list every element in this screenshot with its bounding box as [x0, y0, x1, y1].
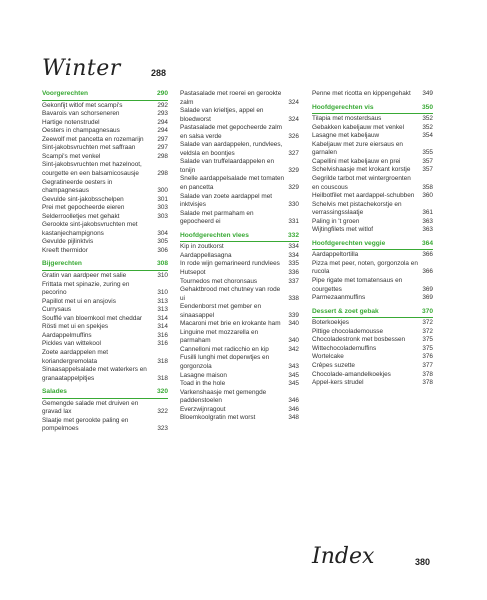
entry-page-number: 340	[288, 320, 299, 328]
entry-page-number: 326	[288, 132, 299, 140]
index-entry	[312, 277, 433, 294]
index-entry	[312, 294, 433, 303]
index-section	[42, 260, 168, 383]
index-entry	[312, 362, 433, 371]
index-entry	[312, 336, 433, 345]
entry-title: Wijtingfilets met witlof	[312, 226, 374, 234]
index-entry	[312, 345, 433, 354]
index-entry	[312, 201, 433, 218]
entry-page-number: 376	[422, 353, 433, 361]
entry-page-number: 339	[288, 311, 299, 319]
entry-page-number: 348	[288, 414, 299, 422]
entry-title: Soufflé van bloemkool met cheddar	[42, 314, 143, 322]
entry-page-number: 369	[422, 285, 433, 293]
entry-title: Pickles van wittekool	[42, 340, 101, 348]
index-entry	[42, 196, 168, 205]
entry-page-number: 294	[157, 118, 168, 126]
index-entry	[312, 115, 433, 124]
index-entry	[180, 389, 299, 406]
index-entry	[312, 192, 433, 201]
entry-title: Schelvishaasje met krokant korstje	[312, 166, 411, 174]
entry-title: Pipe rigate met tomatensaus en courgettes	[312, 277, 403, 293]
entry-page-number: 336	[288, 268, 299, 276]
entry-title: Gehaktbrood met chutney van rode ui	[180, 286, 281, 302]
section-heading	[42, 260, 168, 271]
entry-title: Linguine met mozzarella en parmaham	[180, 328, 259, 345]
index-column-2	[180, 90, 299, 428]
entry-title: Gegratineerde oesters in champagnesaus	[42, 178, 113, 195]
index-entry	[180, 260, 299, 269]
entry-page-number: 375	[422, 344, 433, 352]
entry-page-number: 324	[288, 98, 299, 106]
section-heading-label: Hoofdgerechten vlees	[180, 231, 249, 239]
entry-title: Kabeljauw met zure eiersaus en garnalen	[312, 140, 403, 157]
entry-page-number: 352	[422, 123, 433, 131]
index-entry	[312, 371, 433, 380]
entry-title: Hutsepot	[180, 268, 206, 276]
index-entry	[312, 328, 433, 337]
entry-page-number: 335	[288, 260, 299, 268]
index-section	[312, 240, 433, 303]
entry-title: Pizza met peer, noten, gorgonzola en rucola	[312, 259, 418, 276]
index-entry	[42, 315, 168, 324]
entry-title: Lasagne maison	[180, 371, 227, 379]
section-heading-label: Voorgerechten	[42, 90, 89, 97]
entry-page-number: 313	[157, 306, 168, 314]
index-section	[180, 232, 299, 423]
entry-page-number: 342	[288, 345, 299, 353]
section-heading	[312, 308, 433, 319]
entry-title: Salade met parmaham en gepocheerd ei	[180, 209, 254, 226]
entry-title: Gemengde salade met druiven en gravad lax	[42, 399, 139, 416]
entry-page-number: 361	[422, 209, 433, 217]
index-entry	[312, 141, 433, 158]
entry-page-number: 322	[157, 408, 168, 416]
entry-title: Oesters in champagnesaus	[42, 127, 120, 135]
entry-title: Gegrilde tarbot met wintergroenten en couscous	[312, 174, 411, 191]
index-entry	[180, 90, 299, 107]
entry-page-number: 369	[422, 294, 433, 302]
entry-title: Hartige notenstrudel	[42, 118, 100, 126]
entry-page-number: 324	[288, 115, 299, 123]
entry-page-number: 310	[157, 272, 168, 280]
entry-page-number: 330	[288, 201, 299, 209]
section-page-number: 288	[151, 68, 167, 78]
index-entry	[42, 221, 168, 238]
entry-title: Tournedos met choronsaus	[180, 277, 258, 285]
index-entry	[312, 132, 433, 141]
entry-page-number: 366	[422, 268, 433, 276]
entry-page-number: 297	[157, 144, 168, 152]
section-heading-page: 332	[287, 231, 299, 239]
index-entry	[42, 272, 168, 281]
entry-title: Slaatje met gerookte paling en pompelmoes	[42, 416, 129, 433]
entry-title: Salade van krieltjes, appel en bloedworst	[180, 107, 264, 123]
entry-title: Bloemkoolgratin met worst	[180, 414, 256, 422]
index-entry	[42, 417, 168, 434]
section-heading-label: Hoofdgerechten vis	[312, 103, 374, 111]
entry-page-number: 313	[157, 297, 168, 305]
entry-page-number: 300	[157, 187, 168, 195]
entry-page-number: 305	[157, 238, 168, 246]
index-entry	[180, 210, 299, 227]
index-entry	[42, 306, 168, 315]
entry-page-number: 345	[288, 371, 299, 379]
entry-title: Chocolade-amandelkoekjes	[312, 370, 391, 378]
index-entry	[42, 136, 168, 145]
index-entry	[180, 354, 299, 371]
entry-page-number: 372	[422, 327, 433, 335]
entry-title: Penne met ricotta en kippengehakt	[312, 90, 411, 97]
entry-title: Everzwijnragout	[180, 405, 226, 413]
index-entry	[180, 406, 299, 415]
index-entry	[42, 213, 168, 222]
entry-title: Salade van truffelaardappelen en tonijn	[180, 158, 275, 174]
entry-title: Parmezaanmuffins	[312, 294, 366, 302]
entry-title: Paling in 't groen	[312, 217, 360, 225]
index-entry	[180, 243, 299, 252]
entry-title: Sinaasappelsalade met waterkers en granaatappelpitjes	[42, 366, 147, 382]
index-entry	[180, 278, 299, 287]
entry-page-number: 304	[157, 229, 168, 237]
entry-title: Chocoladestronk met bosbessen	[312, 336, 406, 344]
entry-title: Wortelcake	[312, 353, 344, 361]
entry-page-number: 298	[157, 152, 168, 160]
index-entry	[42, 400, 168, 417]
index-entry	[42, 332, 168, 341]
entry-title: Rösti met ui en spekjes	[42, 323, 109, 331]
index-entry	[42, 323, 168, 332]
index-entry	[42, 238, 168, 247]
entry-page-number: 375	[422, 336, 433, 344]
section-heading	[312, 104, 433, 115]
index-entry	[312, 379, 433, 388]
index-entry	[312, 353, 433, 362]
entry-page-number: 334	[288, 251, 299, 259]
entry-page-number: 298	[157, 169, 168, 177]
index-entry	[180, 175, 299, 192]
index-entry	[42, 298, 168, 307]
entry-page-number: 357	[422, 157, 433, 165]
index-entry	[180, 269, 299, 278]
index-entry	[42, 161, 168, 178]
entry-title: Scampi's met venkel	[42, 152, 101, 160]
index-entry	[180, 320, 299, 329]
entry-title: Frittata met spinazie, zuring en pecorino	[42, 280, 130, 297]
entry-page-number: 318	[157, 357, 168, 365]
index-entry	[312, 226, 433, 235]
entry-page-number: 318	[157, 374, 168, 382]
index-entry	[180, 303, 299, 320]
entry-page-number: 314	[157, 323, 168, 331]
entry-page-number: 340	[288, 337, 299, 345]
entry-title: Zeewolf met pancetta en rozemarijn	[42, 135, 144, 143]
section-heading	[42, 388, 168, 399]
entry-title: Capellini met kabeljauw en prei	[312, 157, 401, 165]
entry-title: Pittige chocolademousse	[312, 327, 384, 335]
entry-page-number: 363	[422, 226, 433, 234]
entry-page-number: 306	[157, 246, 168, 254]
entry-title: Papillot met ui en ansjovis	[42, 297, 116, 305]
entry-page-number: 310	[157, 289, 168, 297]
entry-title: Pastasalade met roerei en gerookte zalm	[180, 90, 282, 106]
section-heading-page: 320	[156, 388, 168, 396]
entry-title: Gebakken kabeljauw met venkel	[312, 123, 405, 131]
entry-title: Prei met gepocheerde eieren	[42, 204, 125, 212]
entry-page-number: 297	[157, 135, 168, 143]
entry-title: Kip in zoutkorst	[180, 243, 224, 251]
entry-page-number: 338	[288, 294, 299, 302]
index-entry	[180, 414, 299, 423]
entry-page-number: 358	[422, 183, 433, 191]
entry-title: Selderroolletjes met gehakt	[42, 212, 120, 220]
index-entry	[312, 175, 433, 192]
section-heading-label: Bijgerechten	[42, 260, 82, 268]
index-entry	[180, 193, 299, 210]
index-entry	[42, 102, 168, 111]
entry-title: Macaroni met brie en krokante ham	[180, 320, 281, 328]
index-entry	[180, 107, 299, 124]
entry-title: Gekonfijt witlof met scampi's	[42, 101, 123, 109]
entry-title: Heilbotfilet met aardappel-schubben	[312, 192, 415, 200]
entry-title: Tilapia met mosterdsaus	[312, 115, 382, 123]
index-title: Index	[312, 544, 375, 569]
entry-title: Lasagne met kabeljauw	[312, 132, 380, 140]
entry-title: Gratin van aardpeer met salie	[42, 272, 127, 280]
index-entry	[180, 158, 299, 175]
index-entry	[180, 329, 299, 346]
entry-page-number: 316	[157, 340, 168, 348]
index-entry	[42, 144, 168, 153]
entry-title: Salade van zoete aardappel met inktvisjes	[180, 192, 273, 209]
index-entry	[42, 204, 168, 213]
index-column-3	[312, 90, 433, 393]
entry-title: Sint-jakobsvruchten met hazelnoot, courgette en een balsamicosausje	[42, 161, 142, 177]
index-entry	[312, 251, 433, 260]
index-entry	[312, 90, 433, 99]
index-entry	[180, 380, 299, 389]
entry-page-number: 346	[288, 405, 299, 413]
entry-page-number: 327	[288, 149, 299, 157]
entry-page-number: 366	[422, 251, 433, 259]
entry-page-number: 303	[157, 204, 168, 212]
section-heading-page: 370	[421, 307, 433, 315]
entry-page-number: 303	[157, 212, 168, 220]
entry-page-number: 316	[157, 331, 168, 339]
entry-page-number: 354	[422, 132, 433, 140]
index-section	[312, 90, 433, 99]
section-heading-page: 364	[421, 239, 433, 247]
entry-title: Boterkoekjes	[312, 319, 349, 327]
index-entry	[312, 158, 433, 167]
entry-page-number: 337	[288, 277, 299, 285]
entry-title: Aardappelmuffins	[42, 331, 92, 339]
index-section	[42, 90, 168, 255]
entry-page-number: 357	[422, 166, 433, 174]
entry-page-number: 329	[288, 166, 299, 174]
section-heading	[180, 232, 299, 243]
entry-title: Salade van aardappelen, rundvlees, veldsla en boontjes	[180, 141, 283, 157]
index-entry	[42, 340, 168, 349]
index-entry	[180, 124, 299, 141]
index-section	[42, 388, 168, 434]
entry-page-number: 301	[157, 195, 168, 203]
index-entry	[180, 252, 299, 261]
index-section	[312, 104, 433, 235]
entry-page-number: 294	[157, 127, 168, 135]
index-section	[312, 308, 433, 388]
entry-page-number: 349	[422, 90, 433, 97]
section-heading-label: Salades	[42, 388, 67, 396]
index-entry	[312, 124, 433, 133]
entry-page-number: 331	[288, 218, 299, 226]
section-title: Winter	[42, 56, 121, 81]
entry-title: Fusilli lunghi met doperwtjes en gorgonzola	[180, 354, 270, 370]
entry-page-number: 377	[422, 362, 433, 369]
index-entry	[42, 366, 168, 383]
entry-title: Wittechocolademuffins	[312, 344, 377, 352]
entry-page-number: 360	[422, 192, 433, 200]
section-heading	[312, 240, 433, 251]
entry-page-number: 323	[157, 425, 168, 433]
index-entry	[180, 346, 299, 355]
index-section	[180, 90, 299, 227]
index-entry	[42, 179, 168, 196]
index-entry	[312, 166, 433, 175]
index-entry	[42, 127, 168, 136]
section-heading-label: Dessert & zoet gebak	[312, 307, 379, 315]
entry-page-number: 378	[422, 370, 433, 378]
index-entry	[312, 319, 433, 328]
section-heading-page: 308	[156, 260, 168, 268]
entry-title: Gevulde sint-jakobsschelpen	[42, 195, 124, 203]
entry-title: Cannelloni met radicchio en kip	[180, 345, 269, 353]
index-entry	[312, 260, 433, 277]
entry-page-number: 329	[288, 184, 299, 192]
entry-title: Bavarois van schorseneren	[42, 110, 120, 118]
entry-title: Pastasalade met gepocheerde zalm en salsa verde	[180, 124, 282, 140]
entry-title: Schelvis met pistachekorstje en verrassingsslaatje	[312, 200, 402, 217]
index-page-number: 380	[415, 557, 431, 567]
entry-page-number: 352	[422, 115, 433, 123]
entry-title: Toad in the hole	[180, 380, 226, 388]
entry-title: Kreeft thermidor	[42, 246, 88, 254]
index-entry	[180, 372, 299, 381]
section-heading-label: Hoofdgerechten veggie	[312, 239, 386, 247]
entry-title: Eendenborst met gember en sinaasappel	[180, 303, 261, 319]
entry-title: Sint-jakobsvruchten met saffraan	[42, 144, 136, 152]
index-entry	[180, 141, 299, 158]
index-entry	[42, 110, 168, 119]
index-entry	[42, 119, 168, 128]
index-entry	[312, 218, 433, 227]
entry-title: Gevulde pijlinktvis	[42, 238, 94, 246]
section-heading	[42, 90, 168, 101]
entry-page-number: 346	[288, 397, 299, 405]
index-entry	[42, 247, 168, 256]
section-heading-page: 290	[156, 90, 168, 97]
entry-title: Currysaus	[42, 306, 72, 314]
index-entry	[42, 153, 168, 162]
entry-title: Varkenshaasje met gemengde paddenstoelen	[180, 388, 267, 405]
entry-page-number: 334	[288, 243, 299, 251]
entry-title: Appel-kers strudel	[312, 379, 364, 387]
index-entry	[42, 349, 168, 366]
entry-page-number: 343	[288, 363, 299, 370]
entry-page-number: 378	[422, 379, 433, 387]
entry-title: Aardappellasagna	[180, 251, 232, 259]
entry-page-number: 293	[157, 110, 168, 118]
entry-page-number: 314	[157, 314, 168, 322]
entry-title: Zoete aardappelen met koriandergremolata	[42, 348, 109, 365]
index-entry	[180, 286, 299, 303]
section-heading-page: 350	[421, 103, 433, 111]
entry-page-number: 292	[157, 101, 168, 109]
entry-page-number: 363	[422, 217, 433, 225]
index-column-1	[42, 90, 168, 439]
entry-title: In rode wijn gemarineerd rundvlees	[180, 260, 280, 268]
entry-title: Crêpes suzette	[312, 362, 355, 369]
entry-title: Gerookte sint-jakobsvruchten met kastanjechampignons	[42, 221, 138, 237]
entry-page-number: 372	[422, 319, 433, 327]
entry-title: Aardappeltortilla	[312, 251, 359, 259]
index-entry	[42, 281, 168, 298]
entry-page-number: 345	[288, 380, 299, 388]
entry-page-number: 355	[422, 149, 433, 157]
entry-title: Snelle aardappelsalade met tomaten en pancetta	[180, 175, 285, 192]
